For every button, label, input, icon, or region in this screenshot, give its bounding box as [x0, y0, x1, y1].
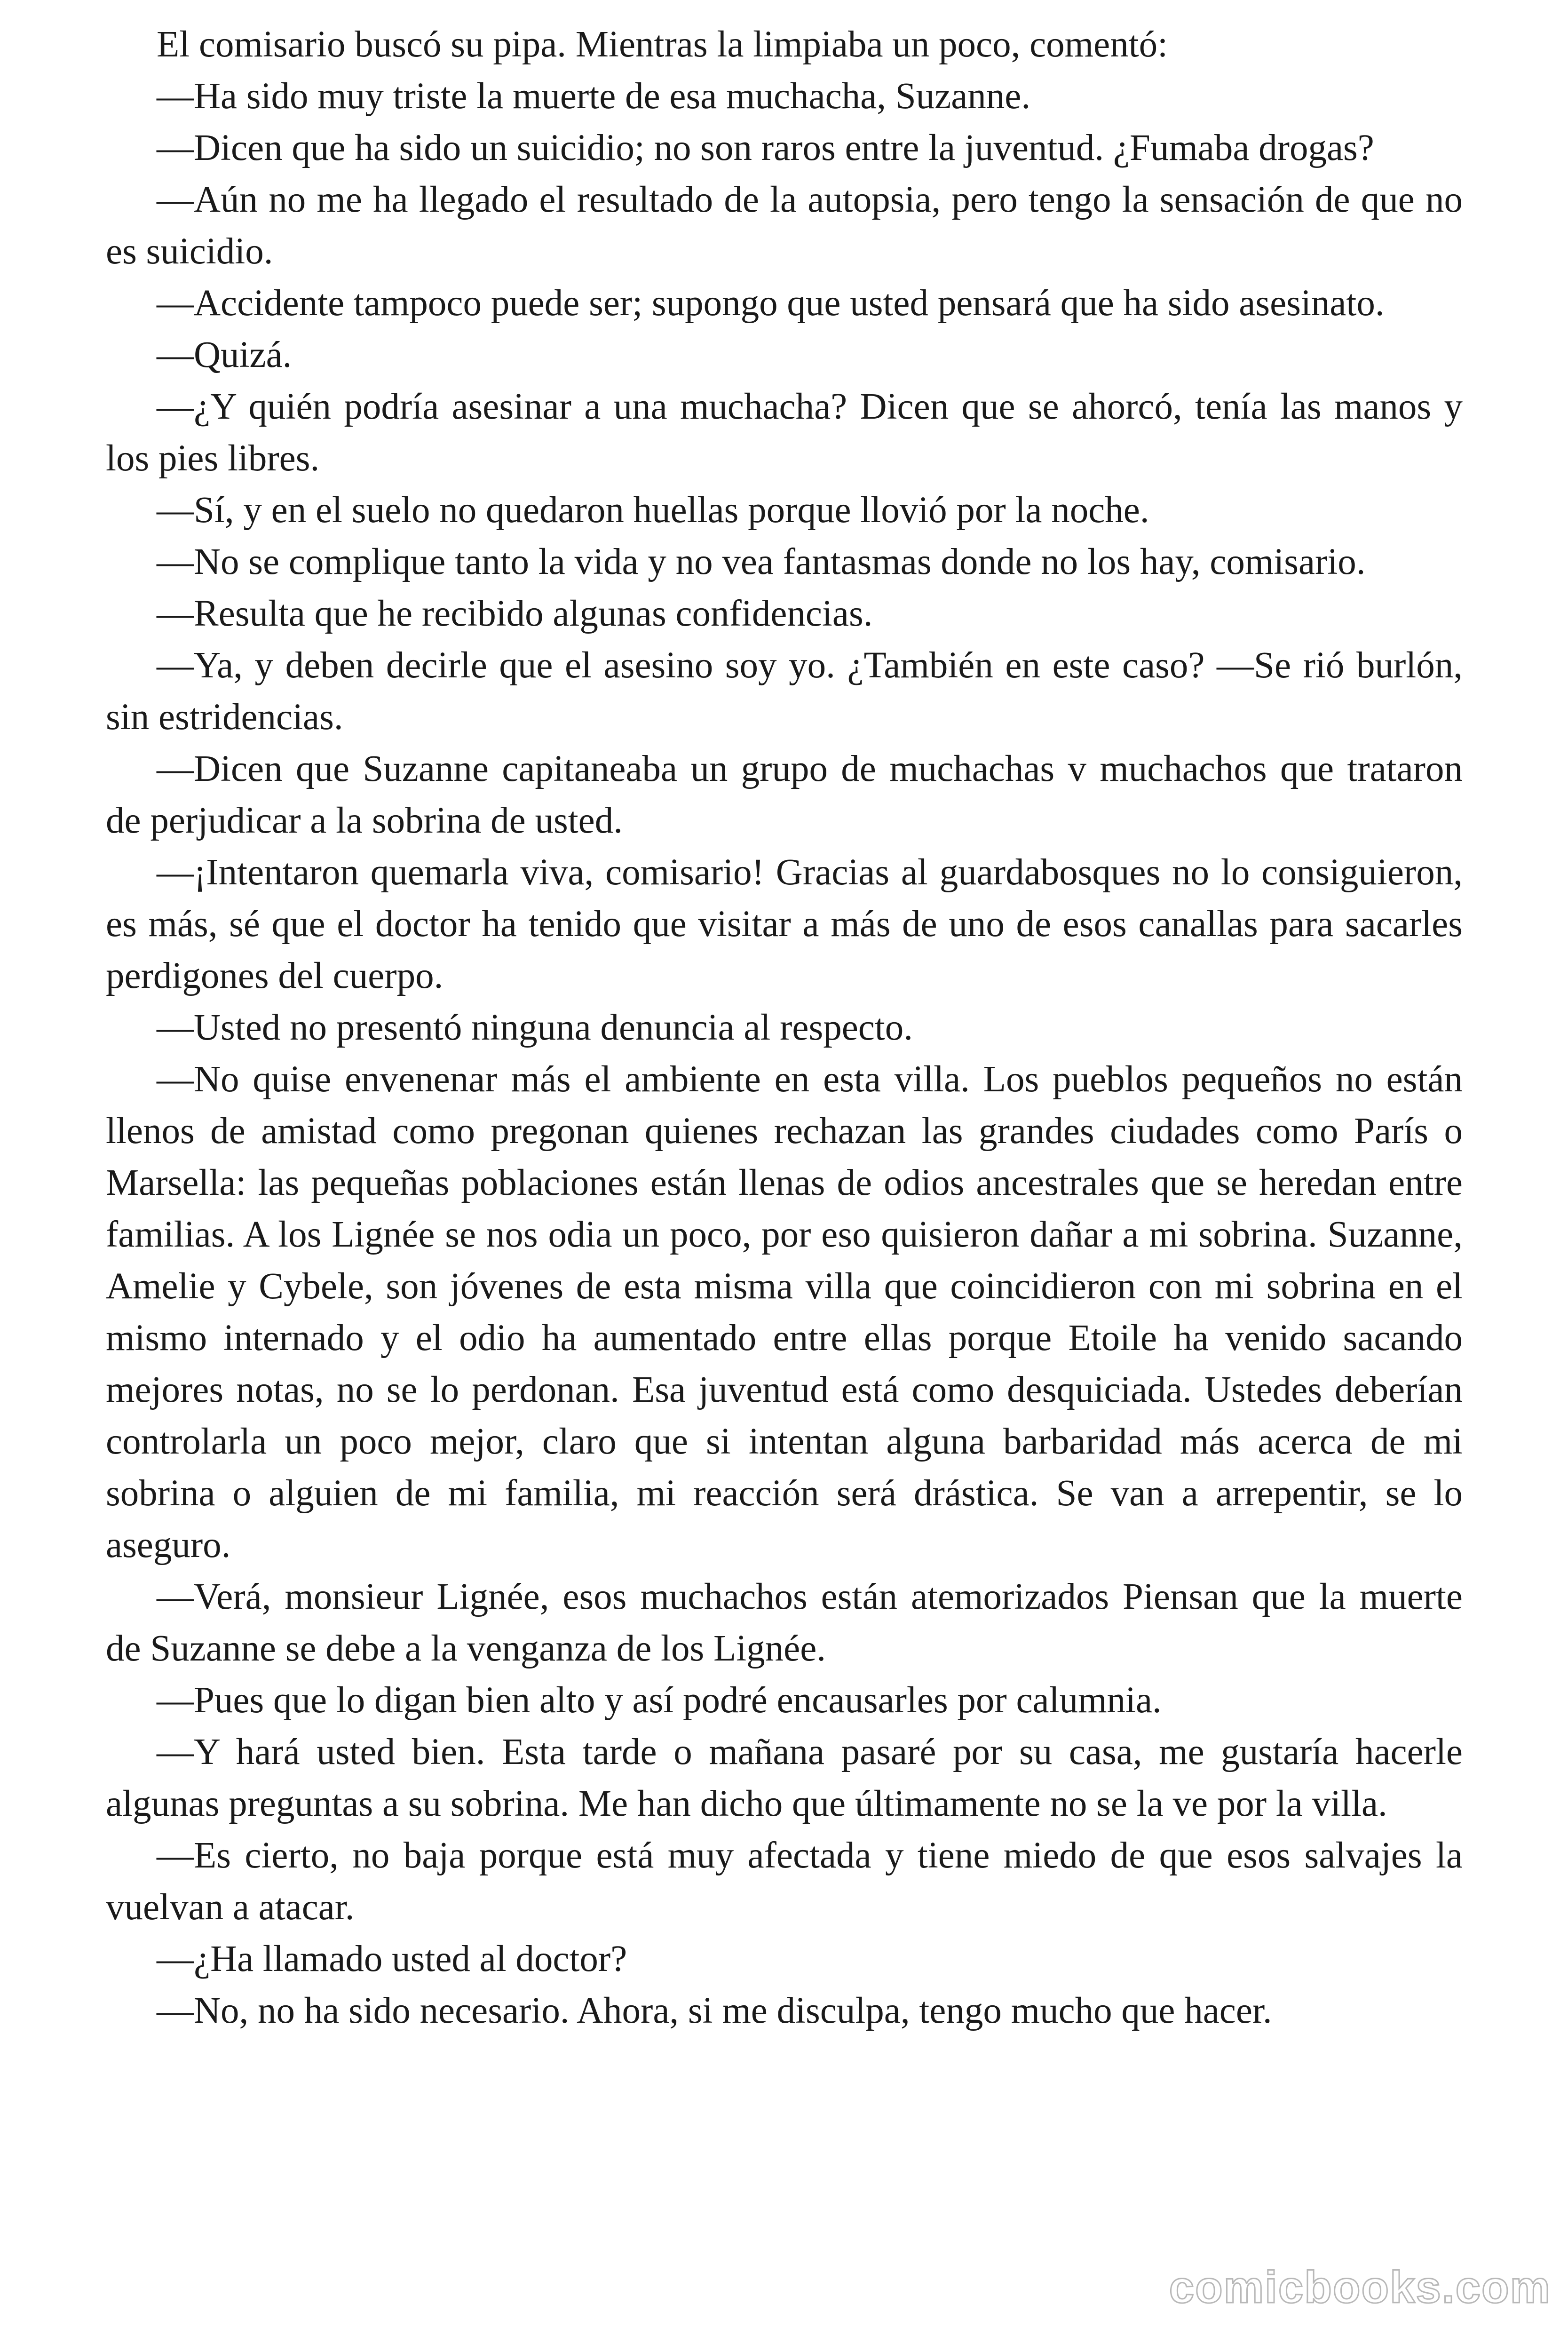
paragraph: —Dicen que ha sido un suicidio; no son raros entre la juventud. ¿Fumaba drogas?	[157, 127, 1374, 168]
paragraph: —No quise envenenar más el ambiente en esta villa. Los pueblos pequeños no están llenos de amistad como pregonan quienes rechazan las grandes ciudades como París o Marsella: las pequeñas poblaciones están llenas de odios ancestrales que se heredan entre familias. A los Lignée se nos odia un poco, por eso quisieron dañar a mi sobrina. Suzanne, Amelie y Cybele, son jóvenes de esta misma villa que coincidieron con mi sobrina en el mismo internado y el odio ha aumentado entre ellas porque Etoile ha venido sacando mejores notas, no se lo perdonan. Esa juventud está como desquiciada. Ustedes deberían controlarla un poco mejor, claro que si intentan alguna barbaridad más acerca de mi sobrina o alguien de mi familia, mi reacción será drástica. Se van a arrepentir, se lo aseguro.	[106, 1059, 1463, 1565]
paragraph: —No, no ha sido necesario. Ahora, si me disculpa, tengo mucho que hacer.	[157, 1990, 1272, 2031]
paragraph: —Accidente tampoco puede ser; supongo que usted pensará que ha sido asesinato.	[157, 283, 1385, 324]
paragraph: —Dicen que Suzanne capitaneaba un grupo de muchachas v muchachos que trataron de perjudicar a la sobrina de usted.	[106, 748, 1463, 841]
paragraph: —Aún no me ha llegado el resultado de la autopsia, pero tengo la sensación de que no es suicidio.	[106, 179, 1463, 272]
paragraph: —Es cierto, no baja porque está muy afectada y tiene miedo de que esos salvajes la vuelvan a atacar.	[106, 1835, 1463, 1928]
paragraph: —Usted no presentó ninguna denuncia al respecto.	[157, 1007, 913, 1048]
paragraph: —Pues que lo digan bien alto y así podré encausarles por calumnia.	[157, 1680, 1162, 1721]
paragraph: —Resulta que he recibido algunas confidencias.	[157, 593, 873, 634]
paragraph: El comisario buscó su pipa. Mientras la limpiaba un poco, comentó:	[157, 24, 1168, 65]
paragraph: —No se complique tanto la vida y no vea fantasmas donde no los hay, comisario.	[157, 541, 1366, 582]
paragraph: —Y hará usted bien. Esta tarde o mañana pasaré por su casa, me gustaría hacerle algunas preguntas a su sobrina. Me han dicho que últimamente no se la ve por la villa.	[106, 1732, 1463, 1824]
paragraph: —Sí, y en el suelo no quedaron huellas porque llovió por la noche.	[157, 490, 1149, 531]
watermark-logo: comicbooks.com	[1169, 2262, 1551, 2312]
paragraph: —¿Ha llamado usted al doctor?	[157, 1939, 627, 1979]
page-text	[106, 19, 1463, 2037]
paragraph: —Ya, y deben decirle que el asesino soy yo. ¿También en este caso? —Se rió burlón, sin estridencias.	[106, 645, 1463, 738]
paragraph: —¡Intentaron quemarla viva, comisario! Gracias al guardabosques no lo consiguieron, es más, sé que el doctor ha tenido que visitar a más de uno de esos canallas para sacarles perdigones del cuerpo.	[106, 852, 1463, 996]
paragraph: —Verá, monsieur Lignée, esos muchachos están atemorizados Piensan que la muerte de Suzanne se debe a la venganza de los Lignée.	[106, 1576, 1463, 1669]
paragraph: —Quizá.	[157, 334, 292, 375]
paragraph: —¿Y quién podría asesinar a una muchacha? Dicen que se ahorcó, tenía las manos y los pies libres.	[106, 386, 1463, 479]
paragraph: —Ha sido muy triste la muerte de esa muchacha, Suzanne.	[157, 76, 1031, 117]
